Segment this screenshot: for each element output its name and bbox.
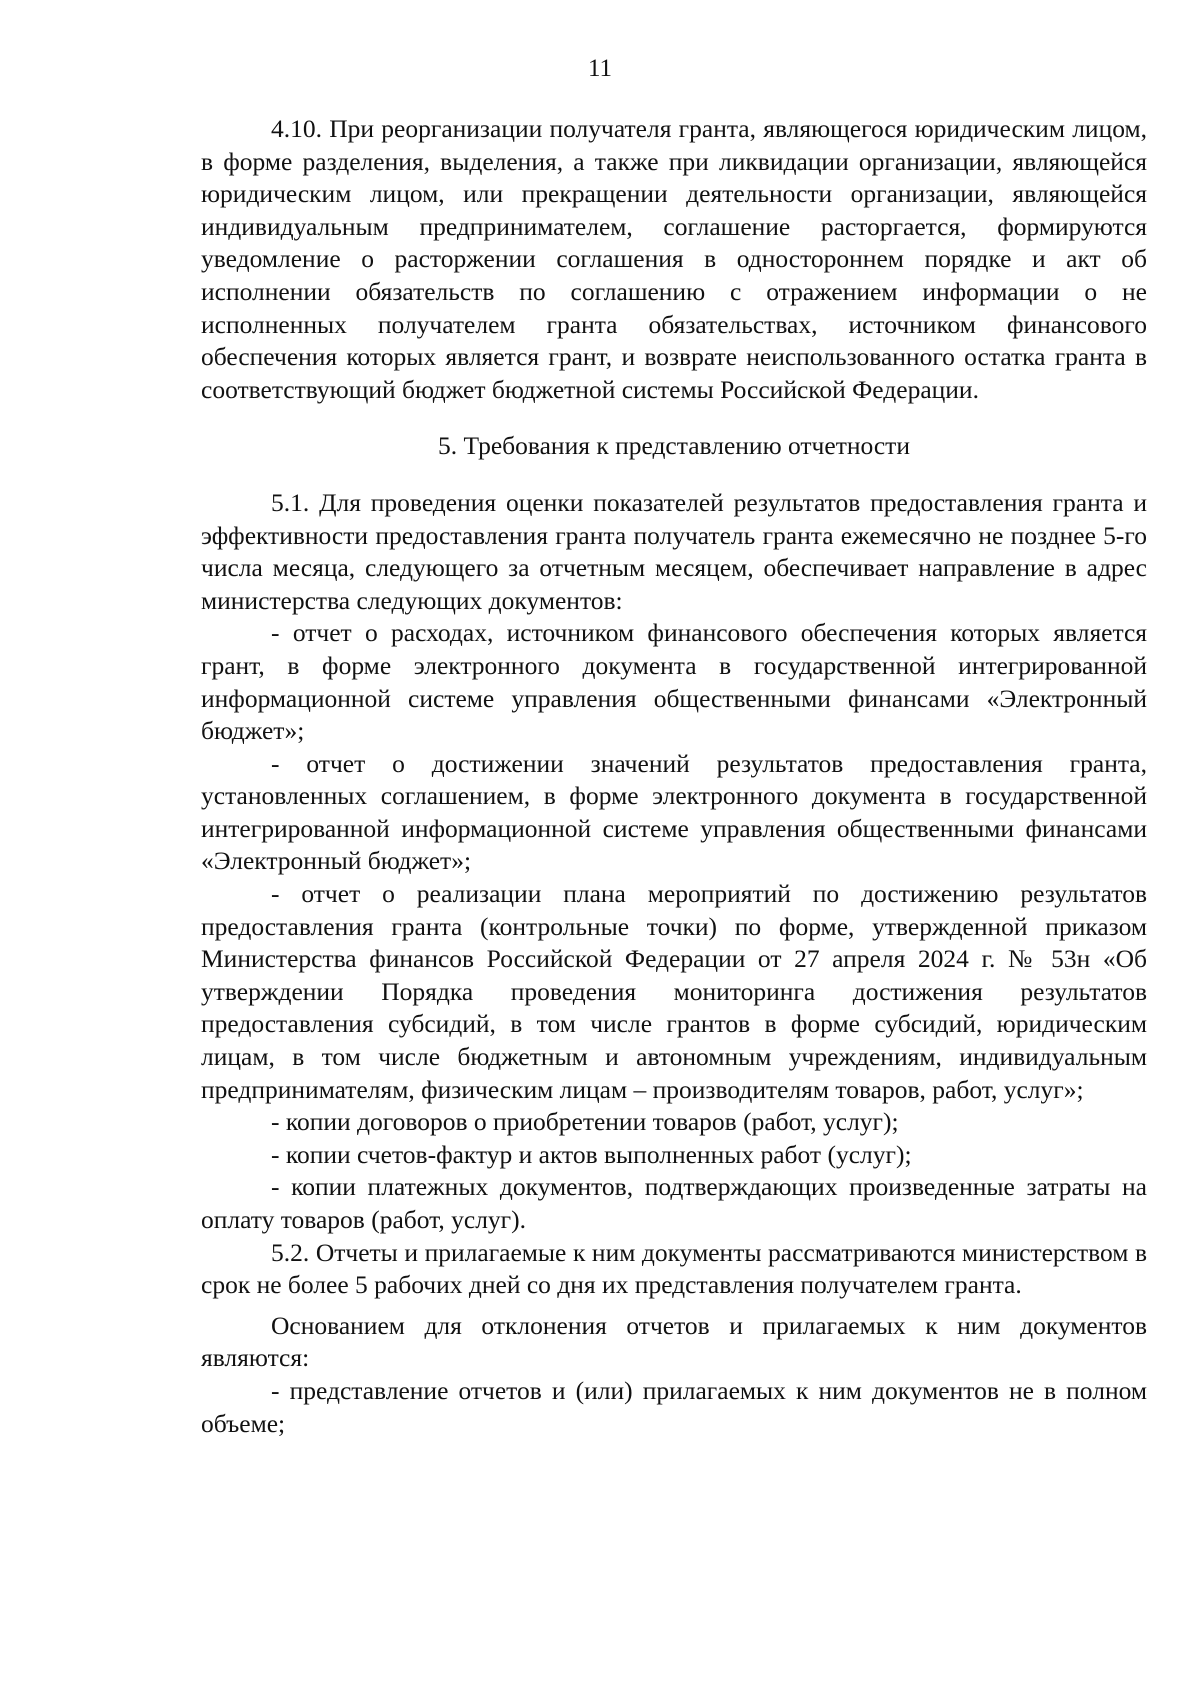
list-item-report-control-points: - отчет о реализации плана мероприятий по достижению результатов предоставления гранта (контрольные точки) по форме, утвержденной приказом Министерства финансов Российской Федерации от 27 апреля 2024 г. № 53н «Об утверждении Порядка проведения мониторинга достижения результатов предоставления субсидий, в том числе грантов в форме субсидий, юридическим лицам, в том числе бюджетным и автономным учреждениям, индивидуальным предпринимателям, физическим лицам – производителям товаров, работ, услуг»; bbox=[201, 879, 1147, 1104]
list-item-report-expenses: - отчет о расходах, источником финансового обеспечения которых является грант, в форме электронного документа в государственной интегрированной информационной системе управления общественными финансами «Электронный бюджет»; bbox=[201, 618, 1147, 746]
page-number: 11 bbox=[587, 55, 613, 82]
list-item-contract-copies: - копии договоров о приобретении товаров (работ, услуг); bbox=[271, 1107, 899, 1137]
paragraph-5-2: 5.2. Отчеты и прилагаемые к ним документы рассматриваются министерством в срок не более 5 рабочих дней со дня их представления получателем гранта. bbox=[201, 1237, 1147, 1300]
list-item-invoice-copies: - копии счетов-фактур и актов выполненных работ (услуг); bbox=[271, 1139, 912, 1169]
paragraph-4-10: 4.10. При реорганизации получателя гранта, являющегося юридическим лицом, в форме разделения, выделения, а также при ликвидации организации, являющейся юридическим лицом, или прекращении деятельности организации, являющейся индивидуальным предпринимателем, соглашение расторгается, формируются уведомление о расторжении соглашения в одностороннем порядке и акт об исполнении обязательств по соглашению с отражением информации о не исполненных получателем гранта обязательствах, источником финансового обеспечения которых является грант, и возврате неиспользованного остатка гранта в соответствующий бюджет бюджетной системы Российской Федерации. bbox=[201, 114, 1147, 404]
paragraph-5-1: 5.1. Для проведения оценки показателей результатов предоставления гранта и эффективности предоставления гранта получатель гранта ежемесячно не позднее 5-го числа месяца, следующего за отчетным месяцем, обеспечивает направление в адрес министерства следующих документов: bbox=[201, 487, 1147, 615]
list-item-report-results: - отчет о достижении значений результатов предоставления гранта, установленных соглашением, в форме электронного документа в государственной интегрированной информационной системе управления общественными финансами «Электронный бюджет»; bbox=[201, 748, 1147, 876]
list-item-incomplete-submission: - представление отчетов и (или) прилагаемых к ним документов не в полном объеме; bbox=[201, 1375, 1147, 1438]
document-body bbox=[201, 113, 1147, 1440]
section-5-heading: 5. Требования к представлению отчетности bbox=[438, 431, 910, 461]
paragraph-grounds: Основанием для отклонения отчетов и прилагаемых к ним документов являются: bbox=[201, 1310, 1147, 1373]
list-item-payment-copies: - копии платежных документов, подтверждающих произведенные затраты на оплату товаров (работ, услуг). bbox=[201, 1172, 1147, 1234]
